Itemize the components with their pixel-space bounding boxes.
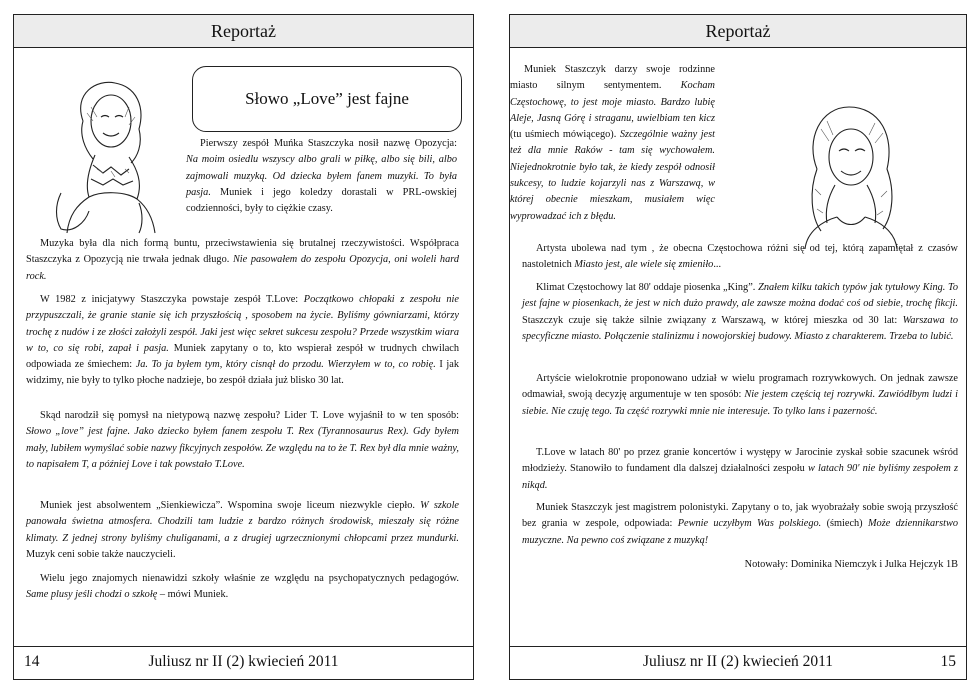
paragraph-nazwa: Skąd narodził się pomysł na nietypową nazwę zespołu? Lider T. Love wyjaśnił to w ten sposób: Słowo „love” jest fajne. Jako dziecko byłem fanem zespołu T. Rex (Tyrannosaurus Rex). Gdy byłem mały, lubiłem wymyślać sobie nazwy fikcyjnych zespołów. Ze względu na to że T. Rex był dla mnie ważny, to napisałem T, a później Love i tak powstało T.Love. xyxy=(26,410,459,470)
paragraph-polonistyka: Muniek Staszczyk jest magistrem polonistyki. Zapytany o to, jak wyobrażały sobie swoją przyszłość bez grania w zespole, odpowiada: Pewnie uczyłbym Was polskiego. (śmiech) Może dziennikarstwo muzyczne. Na pewno coś związane z muzyką! xyxy=(522,502,958,546)
left-page xyxy=(13,14,474,680)
portrait-photo-left xyxy=(39,73,173,241)
left-page-header: Reportaż xyxy=(14,15,473,48)
paragraph-miasto: Muniek Staszczyk darzy swoje rodzinne miasto silnym sentymentem. Kocham Częstochowę, to jest moje miasto. Bardzo lubię Aleje, Jasną Górę i straganu, uwielbiam ten kicz (tu uśmiech mówiącego). Szczególnie ważny jest też dla mnie Raków - tam się wychowałem. Niejednokrotnie było tak, że kiedy zespół odnosił sukcesy, to ludzie kojarzyli nas z Warszawą, w której obecnie mieszkam, musiałem więc wyprowadzać ich z błędu. xyxy=(510,64,715,222)
paragraph-liceum: Muniek jest absolwentem „Sienkiewicza”. Wspomina swoje liceum niezwykle ciepło. W szkole panowała świetna atmosfera. Chodzili tam ludzie z bardzo różnych środowisk, mieszały się różne klimaty. Z jednej strony byliśmy chuliganami, a z drugiej ugrzecznionymi chłopcami przez mundurki. Muzyk ceni sobie także nauczycieli. xyxy=(26,500,459,560)
article-title: Słowo „Love” jest fajne xyxy=(192,66,462,132)
right-page-header: Reportaż xyxy=(510,15,966,48)
portrait-photo-right xyxy=(787,99,913,251)
paragraph-programy: Artyście wielokrotnie proponowano udział w wielu programach rozrywkowych. On jednak zawsze odmawiał, swoją decyzję argumentuje w ten sposób: Nie jestem częścią tej rozrywki. Zawiódłbym ludzi i siebie. Nie czuję tego. Ta część rozrywki mnie nie interesuje. To tylko lans i pazerność. xyxy=(522,373,958,417)
paragraph-jarocin: T.Love w latach 80' po przez granie koncertów i występy w Jarocinie zyskał sobie szacunek wśród młodzieży. Stanowiło to fundament dla dalszej działalności zespołu w latach 90' nie byliśmy zespołem z nikąd. xyxy=(522,447,958,491)
page-number: 14 xyxy=(24,653,40,670)
paragraph-bunt: Muzyka była dla nich formą buntu, przeciwstawienia się brutalnej rzeczywistości. Współpraca Staszczyka z Opozycją nie trwała jednak długo. Nie pasowałem do zespołu Opozycja, oni woleli hard rock. xyxy=(26,238,459,282)
paragraph-1982: W 1982 z inicjatywy Staszczyka powstaje zespół T.Love: Początkowo chłopaki z zespołu nie przypuszczali, że granie stanie się ich przyszłością , sposobem na życie. Byliśmy gówniarzami, którzy trochę z nudów i ze złości założyli zespół. Jaki jest więc sekret sukcesu zespołu? Przede wszystkim wiara w to, co się robi, zapał i pasja. Muniek zapytany o to, kto wspierał zespół w trudnych chwilach odpowiada ze śmiechem: Ja. To ja byłem tym, który cisnął do przodu. Wierzyłem w to, co robię. I jak widzimy, nie były to tylko płoche nadzieje, bo zespół działa już blisko 30 lat. xyxy=(26,294,460,387)
footer-issue: Juliusz nr II (2) kwiecień 2011 xyxy=(148,653,339,670)
page-number: 15 xyxy=(940,653,956,670)
credits: Notowały: Dominika Niemczyk i Julka Hejczyk 1B xyxy=(744,559,958,570)
paragraph-intro: Pierwszy zespół Muńka Staszczyka nosił nazwę Opozycja: Na moim osiedlu wszyscy albo grali w piłkę, albo się bili, albo zajmowali muzyką. Od dziecka byłem fanem muzyki. To była pasja. Muniek i jego koledzy dorastali w PRL-owskiej codzienności, były to ciężkie czasy. xyxy=(186,138,457,215)
paragraph-artysta: Artysta ubolewa nad tym , że obecna Częstochowa różni się od tej, którą zapamiętał z czasów nastoletnich Miasto jest, ale wiele się zmieniło... xyxy=(522,243,958,271)
footer-issue: Juliusz nr II (2) kwiecień 2011 xyxy=(642,653,834,670)
left-page-footer xyxy=(14,646,473,679)
right-page-footer xyxy=(510,646,966,679)
paragraph-klimat: Klimat Częstochowy lat 80' oddaje piosenka „King”. Znałem kilku takich typów jak tytułowy King. To jest fajne w piosenkach, że jest w nich dużo prawdy, ale zawsze można dodać coś od siebie, trochę fikcji. Staszczyk czuje się także silnie związany z Warszawą, w której mieszka od 30 lat: Warszawa to specyficzne miasto. Połączenie stalinizmu i nowojorskiej budowy. Miasto z charakterem. Trzeba to lubić. xyxy=(522,282,958,342)
right-page xyxy=(509,14,967,680)
paragraph-szkola: Wielu jego znajomych nienawidzi szkoły właśnie ze względu na psychopatycznych pedagogów. Same plusy jeśli chodzi o szkołę – mówi Muniek. xyxy=(26,573,459,601)
